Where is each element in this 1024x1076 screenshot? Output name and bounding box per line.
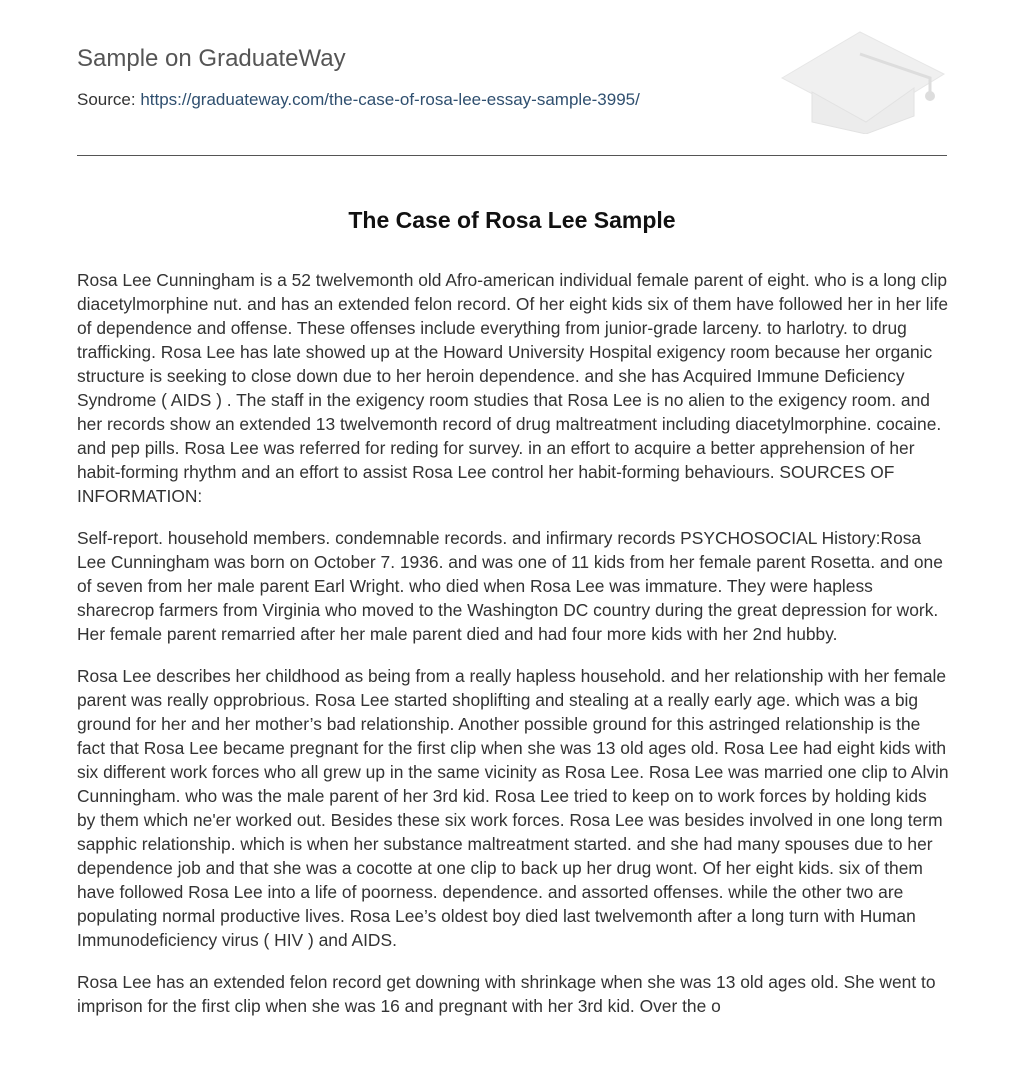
paragraph: Rosa Lee has an extended felon record get downing with shrinkage when she was 13 old ages old. She went to imprison for the first clip when she was 16 and pregnant with her 3rd kid. Over the o xyxy=(77,972,936,1016)
source-label: Source: xyxy=(77,90,136,109)
paragraph: Self-report. household members. condemnable records. and infirmary records PSYCHOSOCIAL History:Rosa Lee Cunningham was born on October 7. 1936. and was one of 11 kids from her female parent Rosetta. and one of seven from her male parent Earl Wright. who died when Rosa Lee was immature. They were hapless sharecrop farmers from Virginia who moved to the Washington DC country during the great depression for work. Her female parent remarried after her male parent died and had four more kids with her 2nd hubby. xyxy=(77,528,943,644)
header-divider xyxy=(77,155,947,156)
paragraph: Rosa Lee Cunningham is a 52 twelvemonth old Afro-american individual female parent of eight. who is a long clip diacetylmorphine nut. and has an extended felon record. Of her eight kids six of them have followed her in her life of dependence and offense. These offenses include everything from junior-grade larceny. to harlotry. to drug trafficking. Rosa Lee has late showed up at the Howard University Hospital exigency room because her organic structure is seeking to close down due to her heroin dependence. and she has Acquired Immune Deficiency Syndrome ( AIDS ) . The staff in the exigency room studies that Rosa Lee is no alien to the exigency room. and her records show an extended 13 twelvemonth record of drug maltreatment including diacetylmorphine. cocaine. and pep pills. Rosa Lee was referred for reding for survey. in an effort to acquire a better apprehension of her habit-forming rhythm and an effort to assist Rosa Lee control her habit-forming behaviours. SOURCES OF INFORMATION: xyxy=(77,270,949,506)
source-link[interactable]: https://graduateway.com/the-case-of-rosa-lee-essay-sample-3995/ xyxy=(140,90,640,109)
document-title: The Case of Rosa Lee Sample xyxy=(348,207,676,233)
page-header xyxy=(77,0,947,156)
site-title: Sample on GraduateWay xyxy=(77,45,346,72)
article-body xyxy=(77,268,949,1036)
paragraph: Rosa Lee describes her childhood as being from a really hapless household. and her relationship with her female parent was really opprobrious. Rosa Lee started shoplifting and stealing at a really early age. which was a big ground for her and her mother’s bad relationship. Another possible ground for this astringed relationship is the fact that Rosa Lee became pregnant for the first clip when she was 13 old ages old. Rosa Lee had eight kids with six different work forces who all grew up in the same vicinity as Rosa Lee. Rosa Lee was married one clip to Alvin Cunningham. who was the male parent of her 3rd kid. Rosa Lee tried to keep on to work forces by holding kids by them which ne'er worked out. Besides these six work forces. Rosa Lee was besides involved in one long term sapphic relationship. which is when her substance maltreatment started. and she had many spouses due to her dependence job and that she was a cocotte at one clip to back up her drug wont. Of her eight kids. six of them have followed Rosa Lee into a life of poorness. dependence. and assorted offenses. while the other two are populating normal productive lives. Rosa Lee’s oldest boy died last twelvemonth after a long turn with Human Immunodeficiency virus ( HIV ) and AIDS. xyxy=(77,666,949,950)
graduation-cap-icon xyxy=(780,30,948,134)
source-line xyxy=(77,89,640,111)
